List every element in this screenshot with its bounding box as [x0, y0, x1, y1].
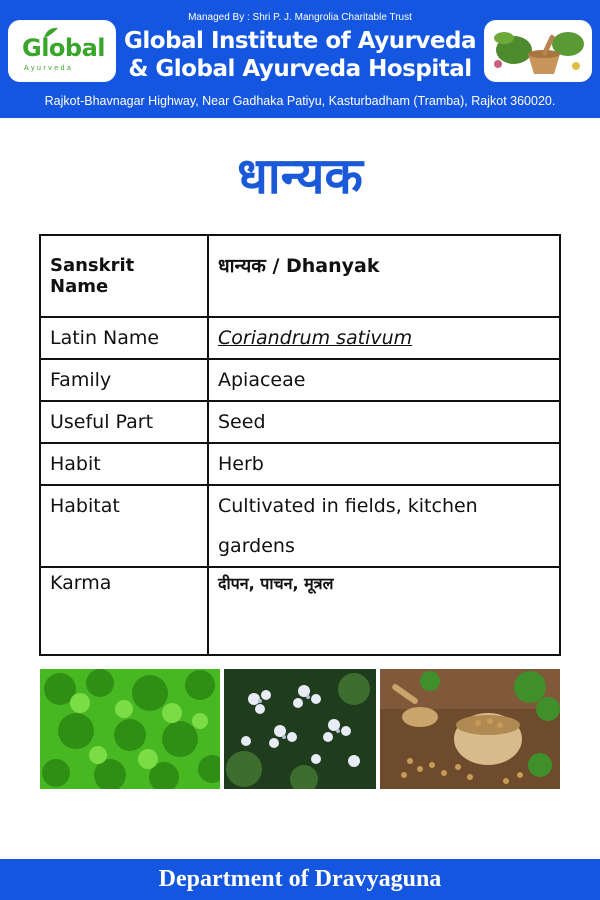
sanskrit-name-devanagari: धान्यक [218, 255, 266, 277]
row-label: Latin Name [40, 317, 208, 359]
table-row [40, 485, 560, 567]
latin-name-value: Coriandrum sativum [218, 327, 413, 349]
row-value: Herb [208, 443, 560, 485]
address-bar: Rajkot-Bhavnagar Highway, Near Gadhaka Patiyu, Kasturbadham (Tramba), Rajkot 360020. [44, 94, 556, 108]
row-label: Useful Part [40, 401, 208, 443]
row-value [208, 317, 560, 359]
department-footer: Department of Dravyaguna [0, 859, 600, 900]
header-banner [0, 0, 600, 118]
sanskrit-name-latin: / Dhanyak [265, 255, 380, 277]
table-row [40, 235, 560, 317]
table-row [40, 567, 560, 655]
row-value [208, 235, 560, 317]
row-value [208, 567, 560, 655]
row-value: Seed [208, 401, 560, 443]
row-label: Sanskrit Name [40, 235, 208, 317]
page-title: धान्यक [237, 147, 363, 205]
herbs-mortar-image [484, 20, 592, 82]
row-label: Karma [40, 567, 208, 655]
row-value: Cultivated in fields, kitchen gardens [208, 485, 560, 567]
managed-by-text: Managed By : Shri P. J. Mangrolia Charitable Trust [188, 12, 412, 23]
row-label: Habitat [40, 485, 208, 567]
row-value: Apiaceae [208, 359, 560, 401]
coriander-seeds-photo [380, 669, 560, 789]
row-label: Family [40, 359, 208, 401]
logo-text: Global [22, 34, 106, 62]
institute-name-line1: Global Institute of Ayurveda [124, 28, 476, 54]
institute-name-line2: & Global Ayurveda Hospital [128, 56, 472, 82]
karma-value: दीपन, पाचन, मूत्रल [218, 574, 334, 593]
table-row [40, 401, 560, 443]
logo-subtext: Ayurveda [24, 65, 74, 72]
row-label: Habit [40, 443, 208, 485]
coriander-flowers-photo [224, 669, 376, 789]
table-row [40, 359, 560, 401]
table-row [40, 317, 560, 359]
herb-info-table [39, 234, 561, 656]
coriander-leaves-photo [40, 669, 220, 789]
table-row [40, 443, 560, 485]
